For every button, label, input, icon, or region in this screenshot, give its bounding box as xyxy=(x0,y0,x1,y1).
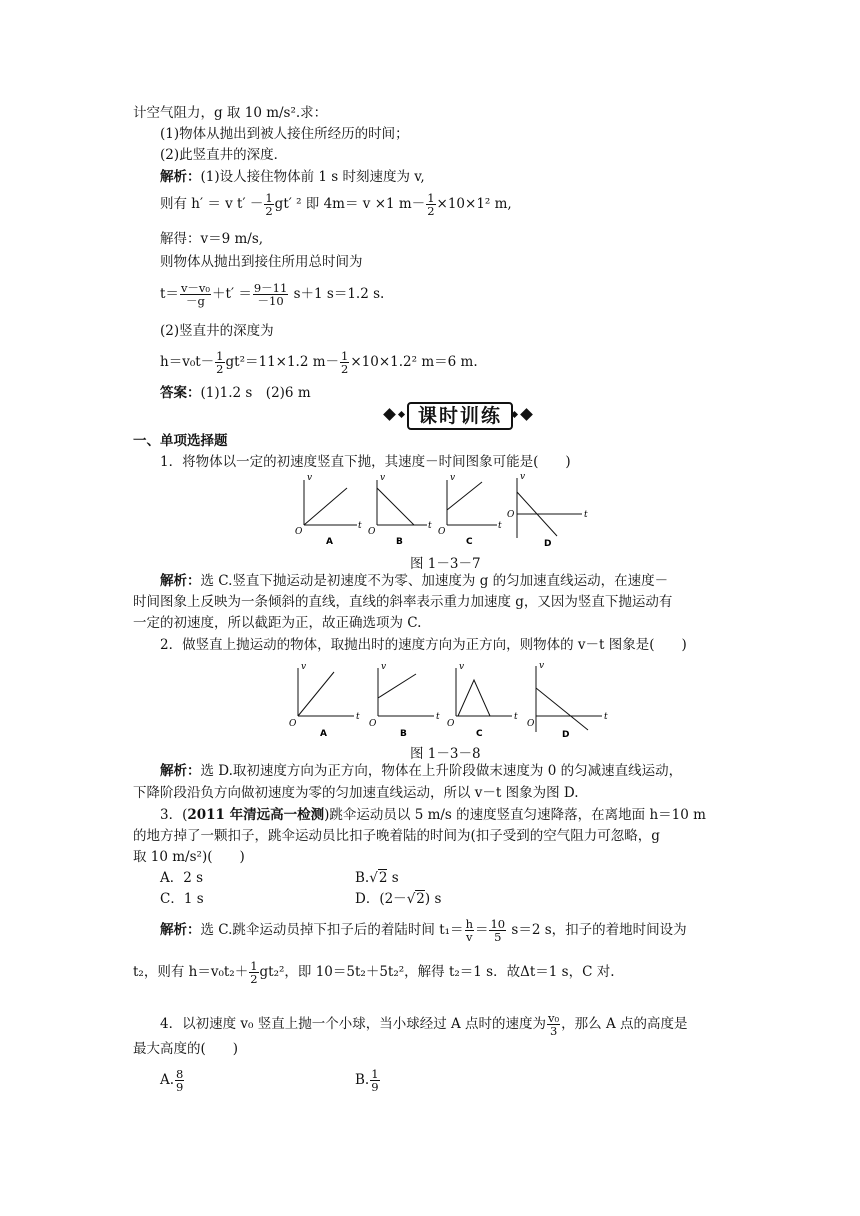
option-label: B. xyxy=(355,870,370,886)
frac-den: 9 xyxy=(176,1080,184,1094)
svg-text:D: D xyxy=(562,730,570,740)
solution-text: 选 D.取初速度方向为正方向，物体在上升阶段做末速度为 0 的匀减速直线运动， xyxy=(200,763,683,779)
frac-num: 1 xyxy=(341,349,349,363)
graph-b xyxy=(369,662,440,739)
solution-line-6: (2)竖直井的深度为 xyxy=(160,323,274,339)
problem-1-solution-1 xyxy=(160,572,668,590)
graph-d xyxy=(527,661,608,740)
svg-text:O: O xyxy=(438,527,446,537)
graph-a xyxy=(295,473,362,547)
svg-text:v: v xyxy=(539,661,545,671)
problem-3-solution-2 xyxy=(133,960,615,985)
sqrt-value: 2 xyxy=(378,870,388,886)
option-unit: s xyxy=(387,870,399,886)
frac-num: 10 xyxy=(490,917,506,931)
svg-text:t: t xyxy=(498,521,502,531)
frac-den: －10 xyxy=(257,294,284,308)
svg-text:v: v xyxy=(381,662,387,672)
origin-label: O xyxy=(295,527,303,537)
problem-3-stem-3: 取 10 m/s²)( ) xyxy=(133,849,245,865)
svg-text:t: t xyxy=(514,712,518,722)
answer-label: 答案： xyxy=(160,385,201,401)
fraction-half xyxy=(426,192,435,217)
option-b: B.√2 s xyxy=(355,870,399,886)
solution-text: gt₂²，即 10＝5t₂＋5t₂²，解得 t₂＝1 s．故Δt＝1 s，C 对. xyxy=(259,964,615,980)
option-label: A. xyxy=(160,1072,175,1088)
fraction-half xyxy=(340,350,349,375)
frac-den: 5 xyxy=(494,930,502,944)
svg-text:O: O xyxy=(447,719,455,729)
frac-den: 2 xyxy=(216,362,224,376)
svg-text:v: v xyxy=(301,662,307,672)
solution-line-1 xyxy=(160,168,425,186)
solution-text: 选 C.跳伞运动员掉下扣子后的着陆时间 t₁＝ xyxy=(200,922,464,938)
svg-text:t: t xyxy=(436,712,440,722)
frac-den: 2 xyxy=(265,204,273,218)
solution-line-2 xyxy=(160,192,512,217)
frac-num: v₀ xyxy=(548,1011,560,1025)
svg-text:A: A xyxy=(320,729,327,739)
problem-2-stem: 2．做竖直上抛运动的物体，取抛出时的速度方向为正方向，则物体的 v－t 图象是( ) xyxy=(160,637,687,653)
eq-part: gt′ ² 即 4m＝ v ×1 m－ xyxy=(274,196,426,212)
diamond-icon xyxy=(398,411,405,418)
stem-part: ，那么 A 点的高度是 xyxy=(561,1016,688,1032)
problem-3-solution-1 xyxy=(160,918,687,943)
figure-1-3-7 xyxy=(292,470,602,554)
solution-text: 选 C.竖直下抛运动是初速度不为零、加速度为 g 的匀加速直线运动，在速度－ xyxy=(200,573,669,589)
svg-text:t: t xyxy=(604,712,608,722)
problem-3-stem-1 xyxy=(160,806,706,824)
stem-part: )跳伞运动员以 5 m/s 的速度竖直匀速降落，在离地面 h＝10 m xyxy=(324,807,706,823)
section-banner xyxy=(383,402,533,428)
frac-num: 1 xyxy=(265,191,273,205)
banner-title: 课时训练 xyxy=(407,402,513,430)
frac-den: －g xyxy=(186,294,205,308)
frac-den: 9 xyxy=(371,1080,379,1094)
eq-part: s＋1 s＝1.2 s. xyxy=(289,286,385,302)
option-a-label: A xyxy=(326,537,333,547)
graph-b xyxy=(368,473,432,547)
fraction-v0-3 xyxy=(547,1012,560,1037)
frac-den: 2 xyxy=(427,204,435,218)
figure-1-3-7-graphs xyxy=(292,470,602,550)
problem-4-stem-2: 最大高度的( ) xyxy=(133,1041,239,1057)
solution-label: 解析： xyxy=(160,763,201,779)
problem-3-stem-2: 的地方掉了一颗扣子，跳伞运动员比扣子晚着陆的时间为(扣子受到的空气阻力可忽略，g xyxy=(133,828,660,844)
eq-part: h＝v₀t－ xyxy=(160,354,215,370)
option-unit: ) s xyxy=(424,891,442,907)
problem-4-stem-1 xyxy=(160,1012,688,1037)
question-1: (1)物体从抛出到被人接住所经历的时间； xyxy=(160,126,409,142)
problem-1-stem: 1．将物体以一定的初速度竖直下抛，其速度－时间图象可能是( ) xyxy=(160,454,571,470)
fraction-1-9 xyxy=(370,1068,379,1093)
fraction-half xyxy=(249,960,258,985)
problem-2-solution-1 xyxy=(160,762,682,780)
svg-text:O: O xyxy=(527,719,535,729)
stem-part: 3．( xyxy=(160,807,188,823)
solution-text: ＝ xyxy=(474,922,489,938)
fraction-9-11 xyxy=(253,282,288,307)
diamond-icon xyxy=(520,408,533,421)
frac-num: 9－11 xyxy=(253,281,288,295)
graph-c xyxy=(447,662,518,739)
eq-part: gt²＝11×1.2 m－ xyxy=(225,354,340,370)
fraction-10-5 xyxy=(489,918,506,943)
graph-c xyxy=(438,473,502,547)
eq-part: ×10×1² m, xyxy=(436,196,512,212)
figure-caption: 图 1－3－8 xyxy=(410,746,481,762)
option-label: D．(2－ xyxy=(355,891,407,907)
svg-text:O: O xyxy=(368,527,376,537)
option-a: A．2 s xyxy=(160,870,204,886)
solution-line-5 xyxy=(160,282,384,307)
axis-t-label: t xyxy=(358,521,362,531)
intro-line: 计空气阻力，g 取 10 m/s².求： xyxy=(133,105,328,121)
svg-text:t: t xyxy=(356,712,360,722)
problem-4-option-b xyxy=(355,1068,381,1093)
svg-text:O: O xyxy=(507,510,515,520)
option-d: D．(2－√2) s xyxy=(355,891,442,907)
answer-line xyxy=(160,384,311,402)
svg-text:v: v xyxy=(520,472,526,482)
eq-part: ＋t′ ＝ xyxy=(212,286,252,302)
axis-v-label: v xyxy=(307,473,313,483)
frac-den: 2 xyxy=(341,362,349,376)
eq-part: ×10×1.2² m＝6 m. xyxy=(350,354,478,370)
eq-part: 则有 h′ ＝ v t′ － xyxy=(160,196,264,212)
section-heading: 一、单项选择题 xyxy=(133,433,228,449)
frac-num: v－v₀ xyxy=(180,281,211,295)
solution-label: 解析： xyxy=(160,922,201,938)
frac-den: v xyxy=(466,930,473,944)
problem-4-option-a xyxy=(160,1068,185,1093)
problem-2-solution-2: 下降阶段沿负方向做初速度为零的匀加速直线运动，所以 v－t 图象为图 D. xyxy=(133,785,579,801)
fraction-v-v0 xyxy=(180,282,211,307)
frac-num: 1 xyxy=(371,1067,379,1081)
source-tag: 2011 年清远高一检测 xyxy=(187,807,325,823)
solution-text: s＝2 s，扣子的着地时间设为 xyxy=(507,922,687,938)
svg-text:C: C xyxy=(476,729,483,739)
frac-num: 1 xyxy=(216,349,224,363)
svg-text:B: B xyxy=(396,537,403,547)
svg-text:v: v xyxy=(380,473,386,483)
solution-line-4: 则物体从抛出到接住所用总时间为 xyxy=(160,254,363,270)
figure-1-3-8 xyxy=(286,660,606,746)
svg-text:v: v xyxy=(450,473,456,483)
graph-a xyxy=(289,662,360,739)
svg-text:t: t xyxy=(584,510,588,520)
fraction-8-9 xyxy=(175,1068,184,1093)
sqrt-value: 2 xyxy=(416,891,425,907)
frac-num: 8 xyxy=(176,1067,184,1081)
problem-1-solution-2: 时间图象上反映为一条倾斜的直线，直线的斜率表示重力加速度 g，又因为竖直下抛运动有 xyxy=(133,594,673,610)
question-2: (2)此竖直井的深度． xyxy=(160,147,288,163)
solution-label: 解析： xyxy=(160,573,201,589)
solution-line-7 xyxy=(160,350,478,375)
graph-d xyxy=(507,472,588,549)
svg-text:t: t xyxy=(428,521,432,531)
frac-num: 1 xyxy=(250,959,258,973)
frac-num: 1 xyxy=(427,191,435,205)
diamond-icon xyxy=(383,408,396,421)
frac-den: 3 xyxy=(549,1024,558,1038)
answer-text: (1)1.2 s (2)6 m xyxy=(200,385,311,401)
problem-1-solution-3: 一定的初速度，所以截距为正，故正确选项为 C. xyxy=(133,615,422,631)
solution-label: 解析： xyxy=(160,169,201,185)
svg-text:C: C xyxy=(466,537,473,547)
svg-text:B: B xyxy=(400,729,407,739)
figure-caption: 图 1－3－7 xyxy=(410,556,481,572)
svg-text:v: v xyxy=(459,662,465,672)
frac-num: h xyxy=(465,917,473,931)
solution-text-1: (1)设人接住物体前 1 s 时刻速度为 v, xyxy=(200,169,425,185)
figure-1-3-8-graphs xyxy=(286,660,606,742)
svg-text:O: O xyxy=(369,719,377,729)
stem-part: 4．以初速度 v₀ 竖直上抛一个小球，当小球经过 A 点时的速度为 xyxy=(160,1016,547,1032)
frac-den: 2 xyxy=(250,972,258,986)
option-label: B. xyxy=(355,1072,370,1088)
solution-line-3: 解得：v＝9 m/s, xyxy=(160,231,264,247)
eq-part: t＝ xyxy=(160,286,179,302)
fraction-h-v xyxy=(465,918,474,943)
fraction-half xyxy=(215,350,224,375)
svg-text:O: O xyxy=(289,719,297,729)
fraction-half xyxy=(264,192,273,217)
option-c: C．1 s xyxy=(160,891,204,907)
svg-text:D: D xyxy=(544,539,552,549)
solution-text: t₂，则有 h＝v₀t₂＋ xyxy=(133,964,249,980)
